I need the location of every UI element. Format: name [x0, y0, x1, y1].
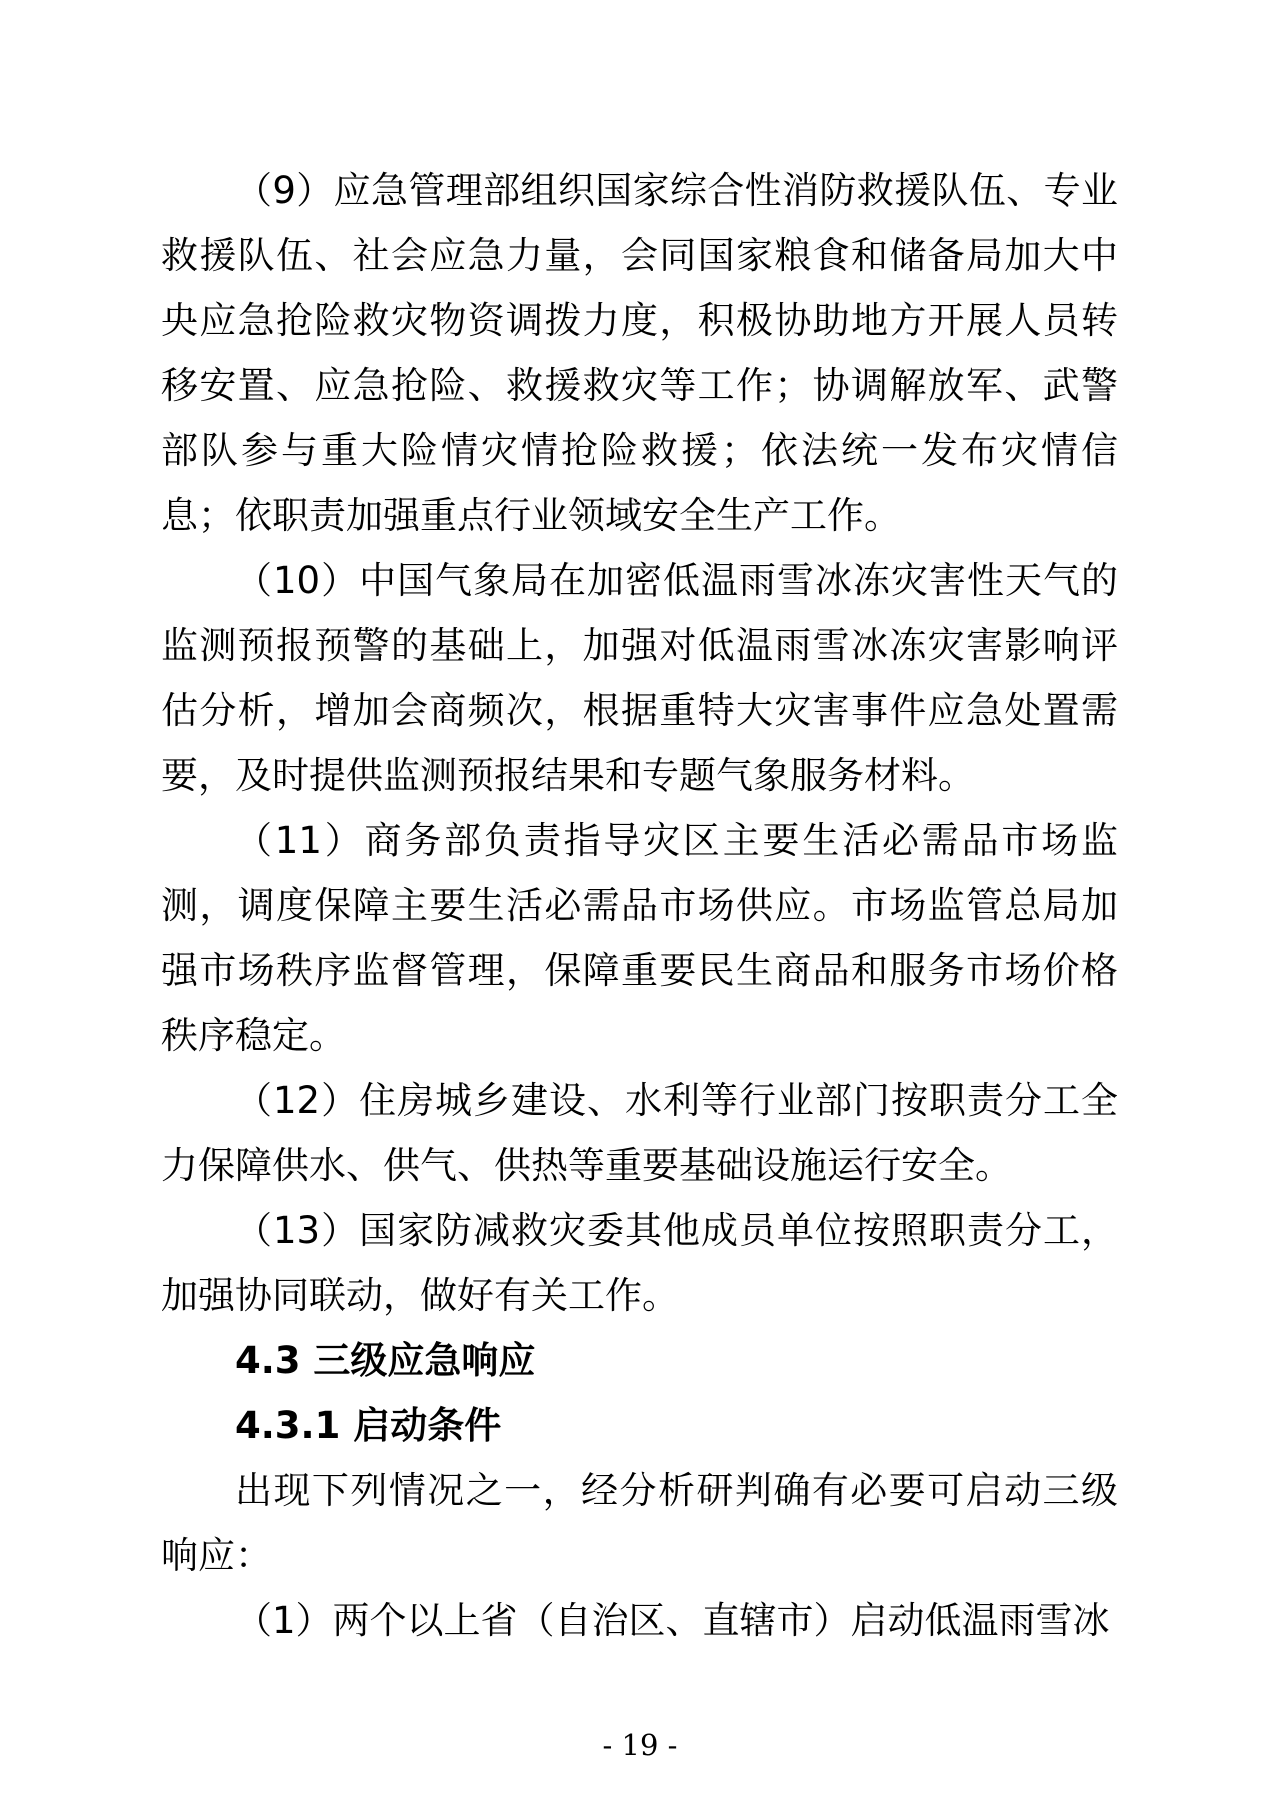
paragraph-item-1: （1）两个以上省（自治区、直辖市）启动低温雨雪冰 — [235, 1599, 1110, 1642]
paragraph-item-10: （10）中国气象局在加密低温雨雪冰冻灾害性天气的监测预报预警的基础上，加强对低温雨雪冰冻灾害影响评估分析，增加会商频次，根据重特大灾害事件应急处置需要，及时提供监测预报结果和专题气象服务材料。 — [161, 559, 1118, 797]
paragraph-item-9: （9）应急管理部组织国家综合性消防救援队伍、专业救援队伍、社会应急力量，会同国家粮食和储备局加大中央应急抢险救灾物资调拨力度，积极协助地方开展人员转移安置、应急抢险、救援救灾等工作；协调解放军、武警部队参与重大险情灾情抢险救援；依法统一发布灾情信息；依职责加强重点行业领域安全生产工作。 — [161, 169, 1118, 537]
paragraph-item-12: （12）住房城乡建设、水利等行业部门按职责分工全力保障供水、供气、供热等重要基础设施运行安全。 — [161, 1079, 1118, 1187]
section-heading-4-3: 4.3 三级应急响应 — [235, 1339, 536, 1382]
paragraph-item-11: （11）商务部负责指导灾区主要生活必需品市场监测，调度保障主要生活必需品市场供应。市场监管总局加强市场秩序监督管理，保障重要民生商品和服务市场价格秩序稳定。 — [161, 819, 1118, 1057]
page-content — [161, 158, 1118, 1653]
section-heading-4-3-1: 4.3.1 启动条件 — [235, 1404, 502, 1447]
paragraph-item-13: （13）国家防减救灾委其他成员单位按照职责分工，加强协同联动，做好有关工作。 — [161, 1209, 1118, 1317]
page-number: - 19 - — [602, 1728, 678, 1762]
paragraph-activation-intro: 出现下列情况之一，经分析研判确有必要可启动三级响应： — [161, 1469, 1118, 1577]
